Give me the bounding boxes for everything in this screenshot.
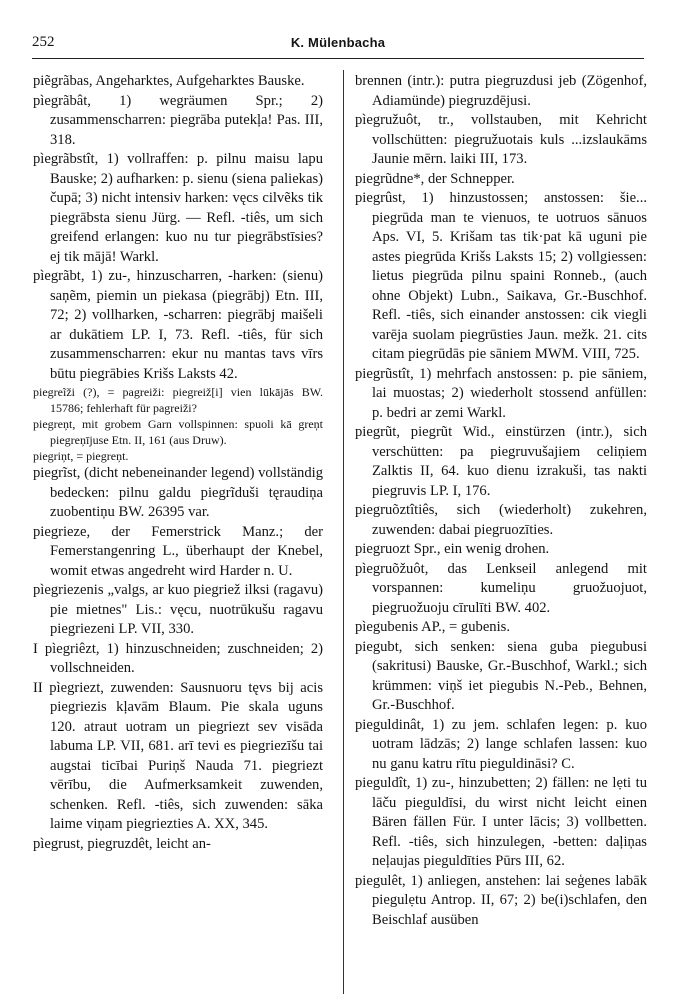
dictionary-entry: piegreņt, mit grobem Garn vollspinnen: spuoli kā greņt piegreņījuse Etn. II, 161 (aus Druw). [33, 417, 323, 447]
dictionary-entry: pìegruõžuôt, das Lenkseil anlegend mit vorspannen: kumeliņu gruožuojuot, piegruožuoju cīrulīti BW. 402. [355, 560, 647, 616]
left-column [33, 72, 323, 854]
dictionary-entry: piegubt, sich senken: siena guba piegubusi (sakritusi) Bauske, Gr.-Buschhof, Warkl.; sich krümmen: viņš iet piegubis N.-Peb., Behnen, Gr.-Buschhof. [355, 638, 647, 713]
dictionary-entry: piegreĩži (?), = pagreiži: piegreiž[i] vien lūkājās BW. 15786; fehlerhaft für pagreiži? [33, 385, 323, 415]
dictionary-entry: piẽgrãbas, Angeharktes, Aufgeharktes Bauske. [33, 73, 305, 89]
right-column [355, 72, 647, 930]
page-number: 252 [32, 34, 55, 50]
dictionary-entry: pìegrãbstît, 1) vollraffen: p. pilnu maisu lapu Bauske; 2) aufharken: p. sienu (siena paliekas) čupā; 3) nicht intensiv harken: vęcs cilvẽks tik piegrābsta sienu Jürg. — Refl. -tiês, um sich greifend erlangen: kuo nu tur piegrābstīsies? ej tik mājā! Warkl. [33, 151, 323, 265]
dictionary-entry: piegruozt Spr., ein wenig drohen. [355, 541, 550, 557]
dictionary-entry: brennen (intr.): putra piegruzdusi jeb (Zögenhof, Adiamünde) piegruzdējusi. [355, 73, 647, 109]
dictionary-entry: piegruõztîtiês, sich (wiederholt) zukehren, zuwenden: dabai piegruozīties. [355, 502, 647, 538]
page-header [32, 28, 644, 59]
dictionary-entry: pìegrust, piegruzdêt, leicht an- [33, 835, 211, 852]
dictionary-entry: pìegrãbt, 1) zu-, hinzuscharren, -harken: (sienu) saņẽm, piemin un piekasa (piegrābj) Etn. III, 72; 2) vollharken, -scharren: piegrābj maišeli ar dukātiem LP. I, 73. Refl. -tiês, für sich zusammenscharren: ekur nu mantas tavs vīrs būtu piegrābies Krišs Laksts 42. [33, 268, 323, 382]
dictionary-entry: piegulêt, 1) anliegen, anstehen: lai seģenes labāk piegulẹtu Antrop. II, 67; 2) be(i)schlafen, den Beischlaf ausüben [355, 872, 647, 928]
dictionary-entry: piegriņt, = piegreņt. [33, 449, 129, 463]
running-head: K. Mülenbacha [290, 35, 386, 50]
dictionary-entry: piegrĩst, (dicht nebeneinander legend) vollständig bedecken: pilnu galdu piegrĩduši tęraudiņa zuobentiņu BW. 26395 var. [33, 465, 323, 520]
dictionary-entry: pieguldît, 1) zu-, hinzubetten; 2) fällen: ne lẹti tu lāču pieguldīsi, du wirst nicht leicht einen Bären fällen Für. I unter lācis; 3) vollbetten. Refl. -tiês, sich hinzulegen, -betten: daļiņas neļaujas pieguldīties Pūrs III, 62. [355, 775, 647, 869]
dictionary-entry: pieguldinât, 1) zu jem. schlafen legen: p. kuo uotram lādzās; 2) lange schlafen lassen: kuo nu ganu katru rītu pieguldināsi? C. [355, 716, 647, 772]
dictionary-entry: pìegružuôt, tr., vollstauben, mit Kehricht vollschütten: piegružuotais kuls ...izslaukāms Jaunie mērn. laiki III, 173. [355, 112, 647, 167]
dictionary-entry: pìegrãbât, 1) wegräumen Spr.; 2) zusammenscharren: piegrāba putekļa! Pas. III, 318. [33, 92, 323, 148]
dictionary-entry: piegrûst, 1) hinzustossen; anstossen: šie... piegrūda man te vienuos, te uotruos sānuos Aps. VI, 5. Krišam tas tik·pat kā uguni pie astes piegrūda Krišs Laksts 15; 2) vollgiessen: lietus piegrūda pilnu spaini Ronneb., (auch ohne Objekt) Lubn., Saikava, Gr.-Buschhof. Refl. -tiês, sich einander anstossen: cik viegli varēja suolam piegrūsties Jaun. mežk. 21. cits citam piegrūdās pie sāniem MWM. VIII, 725. [355, 190, 647, 362]
dictionary-entry: I pìegriêzt, 1) hinzuschneiden; zuschneiden; 2) vollschneiden. [33, 640, 323, 676]
dictionary-entry: piegrũstît, 1) mehrfach anstossen: p. pie sāniem, lai muostas; 2) wiederholt stossend anfüllen: p. bedri ar zemi Warkl. [355, 365, 647, 421]
dictionary-entry: pìegubenis AP., = gubenis. [355, 619, 510, 635]
column-divider [343, 70, 344, 994]
dictionary-entry: piegrũdne*, der Schnepper. [355, 170, 515, 187]
dictionary-entry: pìegriezenis „valgs, ar kuo piegriež ilksi (ragavu) pie mietnes" Lis.: vęcu, nuotrūkušu ragavu piegriezeni LP. VII, 330. [33, 582, 323, 637]
dictionary-entry: II pìegriezt, zuwenden: Sausnuoru tęvs bij acis piegriezis kļavām Blaum. Pie skala uguns 120. atraut uotram un piegriezt sev visāda labuma LP. VII, 681. arī tevi es piegriezīšu tai augstai ticībai Puriņš Nauda 71. piegriezt vērību, die Aufmerksamkeit zuwenden, schenken. Refl. -tiês, sich zuwenden: sāka laime viņam piegriezties A. XX, 345. [33, 679, 323, 832]
dictionary-entry: piegrũt, piegrũt Wid., einstürzen (intr.), sich verschütten: pa piegruvušajiem celiņiem Zalktis II, 64. kuo dienu izrakuši, tas nakti piegruvis LP. I, 176. [355, 424, 647, 499]
dictionary-entry: piegrieze, der Femerstrick Manz.; der Femerstangenring L., überhaupt der Knebel, womit etwas angedreht wird Harder n. U. [33, 523, 323, 579]
